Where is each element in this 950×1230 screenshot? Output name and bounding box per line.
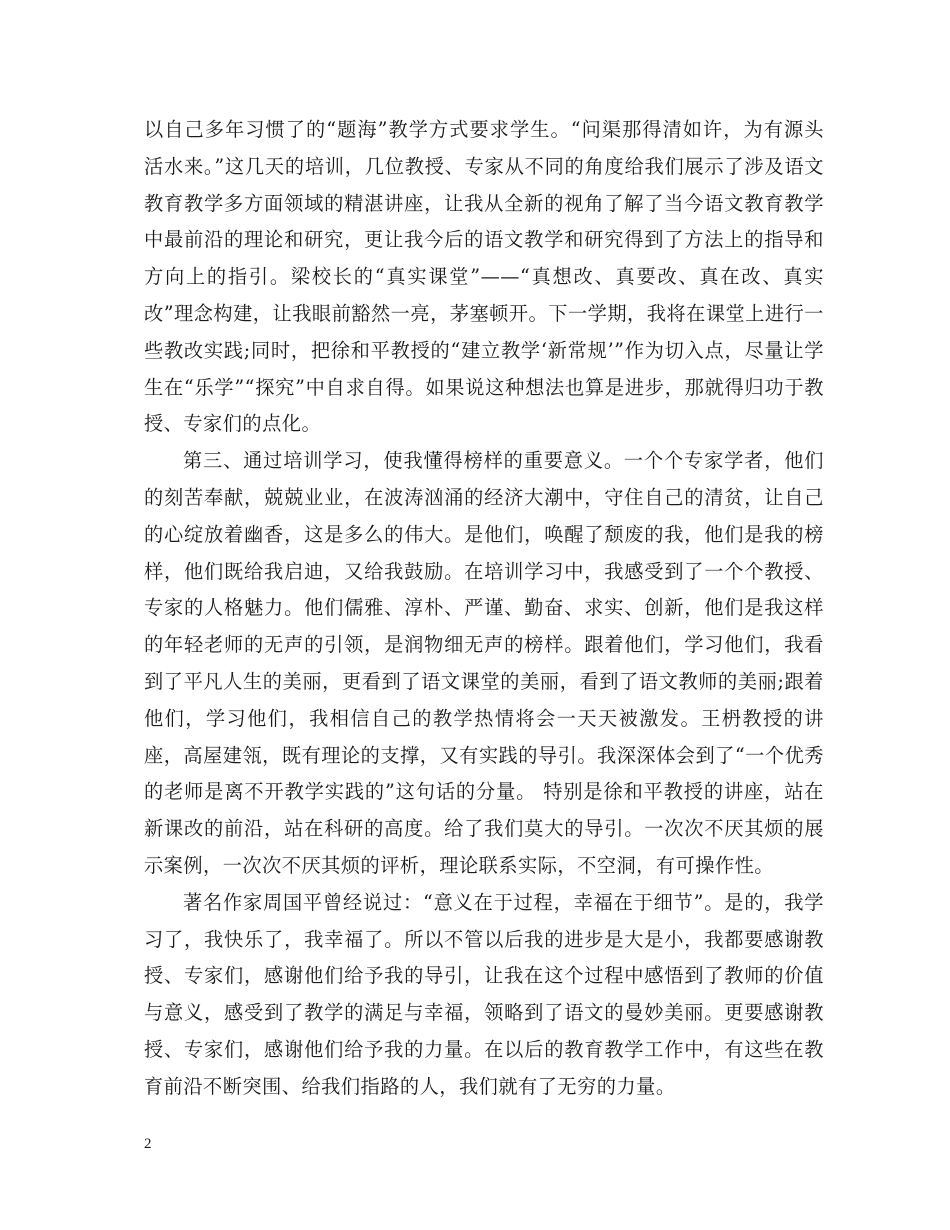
page-number: 2 <box>144 1136 152 1152</box>
paragraph-role-models: 第三、通过培训学习，使我懂得榜样的重要意义。一个个专家学者，他们的刻苦奉献，兢兢业业，在波涛汹涌的经济大潮中，守住自己的清贫，让自己的心绽放着幽香，这是多么的伟大。是他们，唤醒了颓废的我，他们是我的榜样，他们既给我启迪，又给我鼓励。在培训学习中，我感受到了一个个教授、专家的人格魅力。他们儒雅、淳朴、严谨、勤奋、求实、创新，他们是我这样的年轻老师的无声的引领，是润物细无声的榜样。跟着他们，学习他们，我看到了平凡人生的美丽，更看到了语文课堂的美丽，看到了语文教师的美丽;跟着他们，学习他们，我相信自己的教学热情将会一天天被激发。王枬教授的讲座，高屋建瓴，既有理论的支撑，又有实践的导引。我深深体会到了“一个优秀的老师是离不开教学实践的”这句话的分量。 特别是徐和平教授的讲座，站在新课改的前沿，站在科研的高度。给了我们莫大的导引。一次次不厌其烦的展示案例，一次次不厌其烦的评析，理论联系实际，不空洞，有可操作性。 <box>144 449 824 877</box>
paragraph-conclusion: 著名作家周国平曾经说过：“意义在于过程，幸福在于细节”。是的，我学习了，我快乐了，我幸福了。所以不管以后我的进步是大是小，我都要感谢教授、专家们，感谢他们给予我的导引，让我在这个过程中感悟到了教师的价值与意义，感受到了教学的满足与幸福，领略到了语文的曼妙美丽。更要感谢教授、专家们，感谢他们给予我的力量。在以后的教育教学工作中，有这些在教育前沿不断突围、给我们指路的人，我们就有了无穷的力量。 <box>144 890 824 1098</box>
paragraph-continued: 以自己多年习惯了的“题海”教学方式要求学生。“问渠那得清如许，为有源头活水来。”这几天的培训，几位教授、专家从不同的角度给我们展示了涉及语文教育教学多方面领域的精湛讲座，让我从全新的视角了解了当今语文教育教学中最前沿的理论和研究，更让我今后的语文教学和研究得到了方法上的指导和方向上的指引。梁校长的“真实课堂”——“真想改、真要改、真在改、真实改”理念构建，让我眼前豁然一亮，茅塞顿开。下一学期，我将在课堂上进行一些教改实践;同时，把徐和平教授的“建立教学‘新常规’”作为切入点，尽量让学生在“乐学”“探究”中自求自得。如果说这种想法也算是进步，那就得归功于教授、专家们的点化。 <box>144 118 824 436</box>
body-text <box>144 112 824 1106</box>
